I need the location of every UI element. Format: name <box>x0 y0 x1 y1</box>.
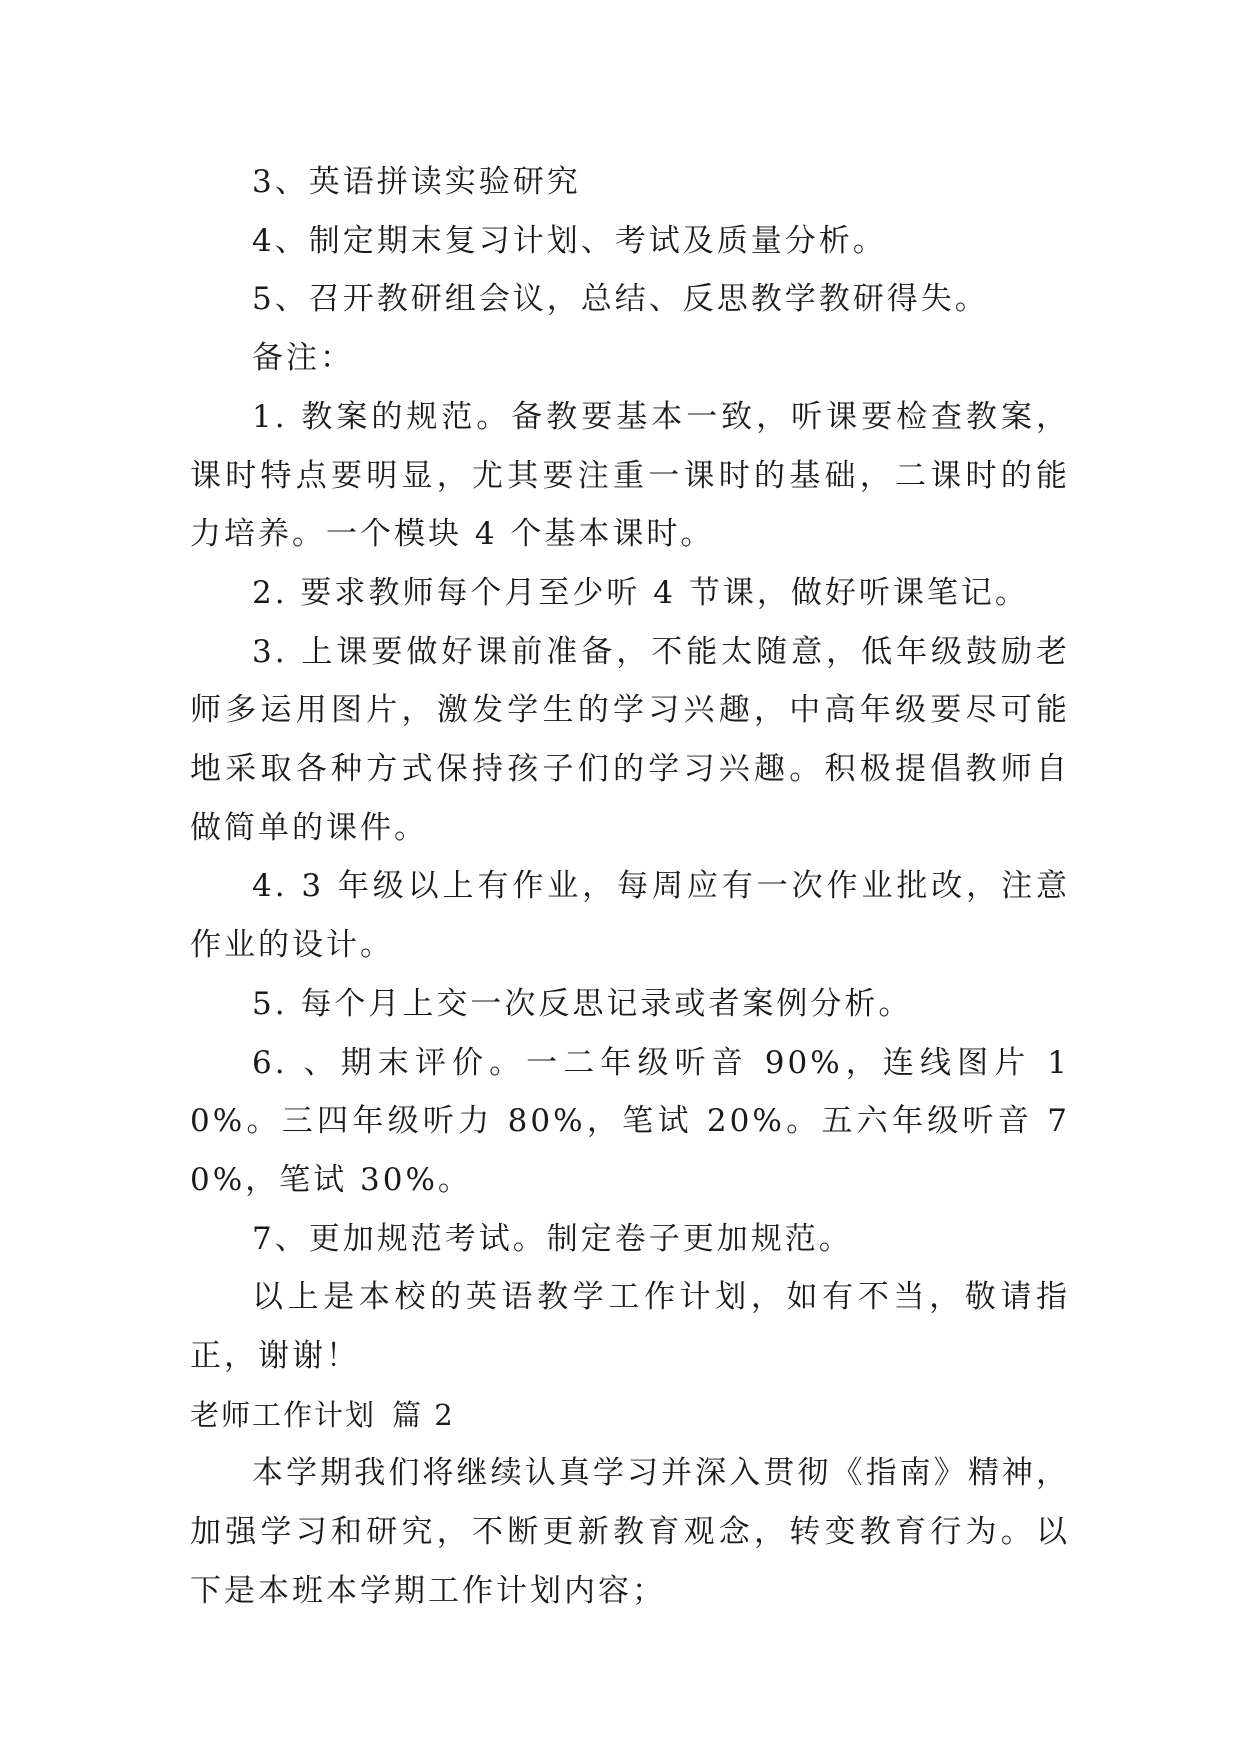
note-5: 5. 每个月上交一次反思记录或者案例分析。 <box>252 985 913 1022</box>
paragraph-item-4: 4、制定期末复习计划、考试及质量分析。 <box>252 222 887 259</box>
document-body <box>190 153 1070 1621</box>
closing-paragraph: 以上是本校的英语教学工作计划，如有不当，敬请指正，谢谢！ <box>190 1279 1070 1375</box>
intro-paragraph: 本学期我们将继续认真学习并深入贯彻《指南》精神，加强学习和研究，不断更新教育观念，转变教育行为。以下是本班本学期工作计划内容； <box>190 1455 1070 1609</box>
note-3: 3. 上课要做好课前准备，不能太随意，低年级鼓励老师多运用图片，激发学生的学习兴趣，中高年级要尽可能地采取各种方式保持孩子们的学习兴趣。积极提倡教师自做简单的课件。 <box>190 633 1070 846</box>
note-2: 2. 要求教师每个月至少听 4 节课，做好听课笔记。 <box>252 574 1029 611</box>
note-6: 6. 、期末评价。一二年级听音 90%，连线图片 10%。三四年级听力 80%，笔试 20%。五六年级听音 70%，笔试 30%。 <box>190 1044 1070 1198</box>
note-1: 1. 教案的规范。备教要基本一致，听课要检查教案，课时特点要明显，尤其要注重一课时的基础，二课时的能力培养。一个模块 4 个基本课时。 <box>190 398 1070 553</box>
section-heading <box>190 1386 1070 1445</box>
section-label: 篇 2 <box>392 1397 455 1432</box>
paragraph-item-5: 5、召开教研组会议，总结、反思教学教研得失。 <box>252 281 989 318</box>
paragraph-item-3: 3、英语拼读实验研究 <box>252 164 581 200</box>
note-7: 7、更加规范考试。制定卷子更加规范。 <box>252 1220 853 1257</box>
notes-label: 备注： <box>252 340 354 377</box>
section-title: 老师工作计划 <box>190 1397 377 1432</box>
note-4: 4. 3 年级以上有作业，每周应有一次作业批改，注意作业的设计。 <box>190 868 1070 964</box>
